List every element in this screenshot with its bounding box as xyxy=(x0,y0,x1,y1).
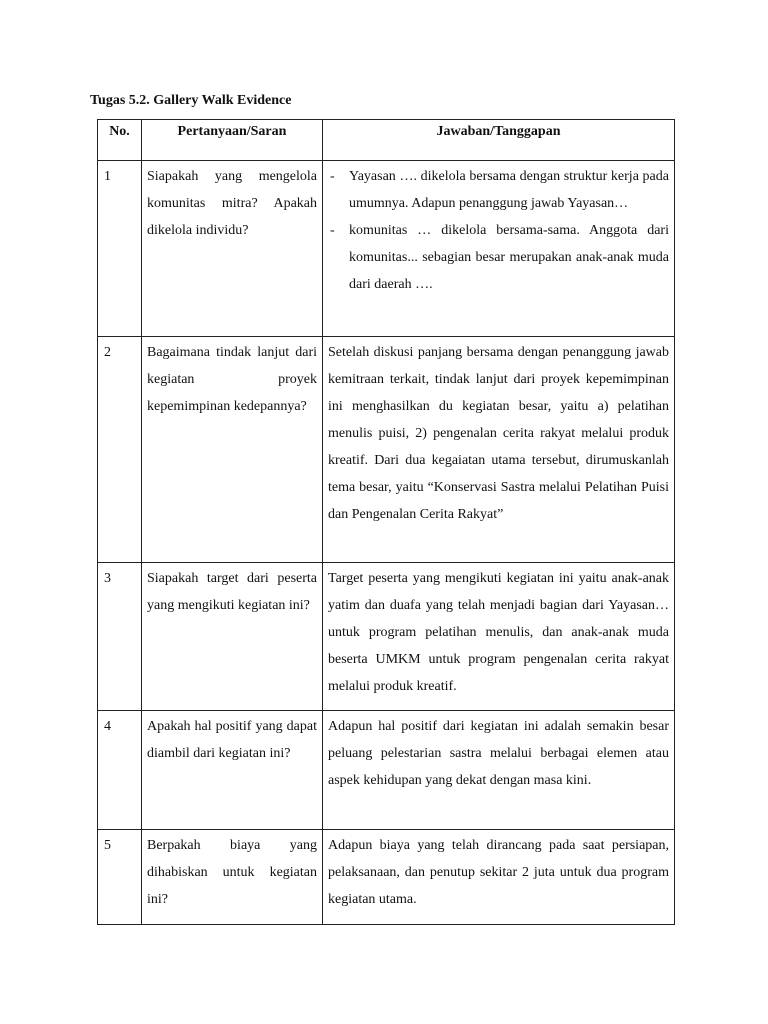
row-answer: Adapun hal positif dari kegiatan ini adalah semakin besar peluang pelestarian sastra melalui berbagai elemen atau aspek kehidupan yang dekat dengan masa kini. xyxy=(323,711,675,830)
table-row xyxy=(98,563,675,711)
row-answer: Setelah diskusi panjang bersama dengan penanggung jawab kemitraan terkait, tindak lanjut dari proyek kepemimpinan ini menghasilkan du kegiatan besar, yaitu a) pelatihan menulis puisi, 2) pengenalan cerita rakyat melalui produk kreatif. Dari dua kegaiatan utama tersebut, dirumuskanlah tema besar, yaitu “Konservasi Sastra melalui Pelatihan Puisi dan Pengenalan Cerita Rakyat” xyxy=(323,337,675,563)
row-answer xyxy=(323,161,675,337)
row-question: Siapakah target dari peserta yang mengikuti kegiatan ini? xyxy=(142,563,323,711)
row-number: 5 xyxy=(98,830,142,925)
header-question: Pertanyaan/Saran xyxy=(142,120,323,161)
row-question: Berpakah biaya yang dihabiskan untuk kegiatan ini? xyxy=(142,830,323,925)
row-question: Bagaimana tindak lanjut dari kegiatan proyek kepemimpinan kedepannya? xyxy=(142,337,323,563)
table-header-row xyxy=(98,120,675,161)
table-row xyxy=(98,161,675,337)
table-row xyxy=(98,830,675,925)
answer-list-item: - komunitas … dikelola bersama-sama. Anggota dari komunitas... sebagian besar merupakan anak-anak muda dari daerah …. xyxy=(328,217,669,298)
answer-list xyxy=(328,163,669,298)
answer-list-item: - Yayasan …. dikelola bersama dengan struktur kerja pada umumnya. Adapun penanggung jawab Yayasan… xyxy=(328,163,669,217)
row-number: 4 xyxy=(98,711,142,830)
table-row xyxy=(98,337,675,563)
row-question: Apakah hal positif yang dapat diambil dari kegiatan ini? xyxy=(142,711,323,830)
evidence-table xyxy=(97,119,675,925)
row-number: 3 xyxy=(98,563,142,711)
header-no: No. xyxy=(98,120,142,161)
table-row xyxy=(98,711,675,830)
document-title: Tugas 5.2. Gallery Walk Evidence xyxy=(90,93,292,108)
header-answer: Jawaban/Tanggapan xyxy=(323,120,675,161)
row-answer: Target peserta yang mengikuti kegiatan ini yaitu anak-anak yatim dan duafa yang telah menjadi bagian dari Yayasan… untuk program pelatihan menulis, dan anak-anak muda beserta UMKM untuk program pengenalan cerita rakyat melalui produk kreatif. xyxy=(323,563,675,711)
row-number: 2 xyxy=(98,337,142,563)
row-answer: Adapun biaya yang telah dirancang pada saat persiapan, pelaksanaan, dan penutup sekitar 2 juta untuk dua program kegiatan utama. xyxy=(323,830,675,925)
row-number: 1 xyxy=(98,161,142,337)
row-question: Siapakah yang mengelola komunitas mitra? Apakah dikelola individu? xyxy=(142,161,323,337)
